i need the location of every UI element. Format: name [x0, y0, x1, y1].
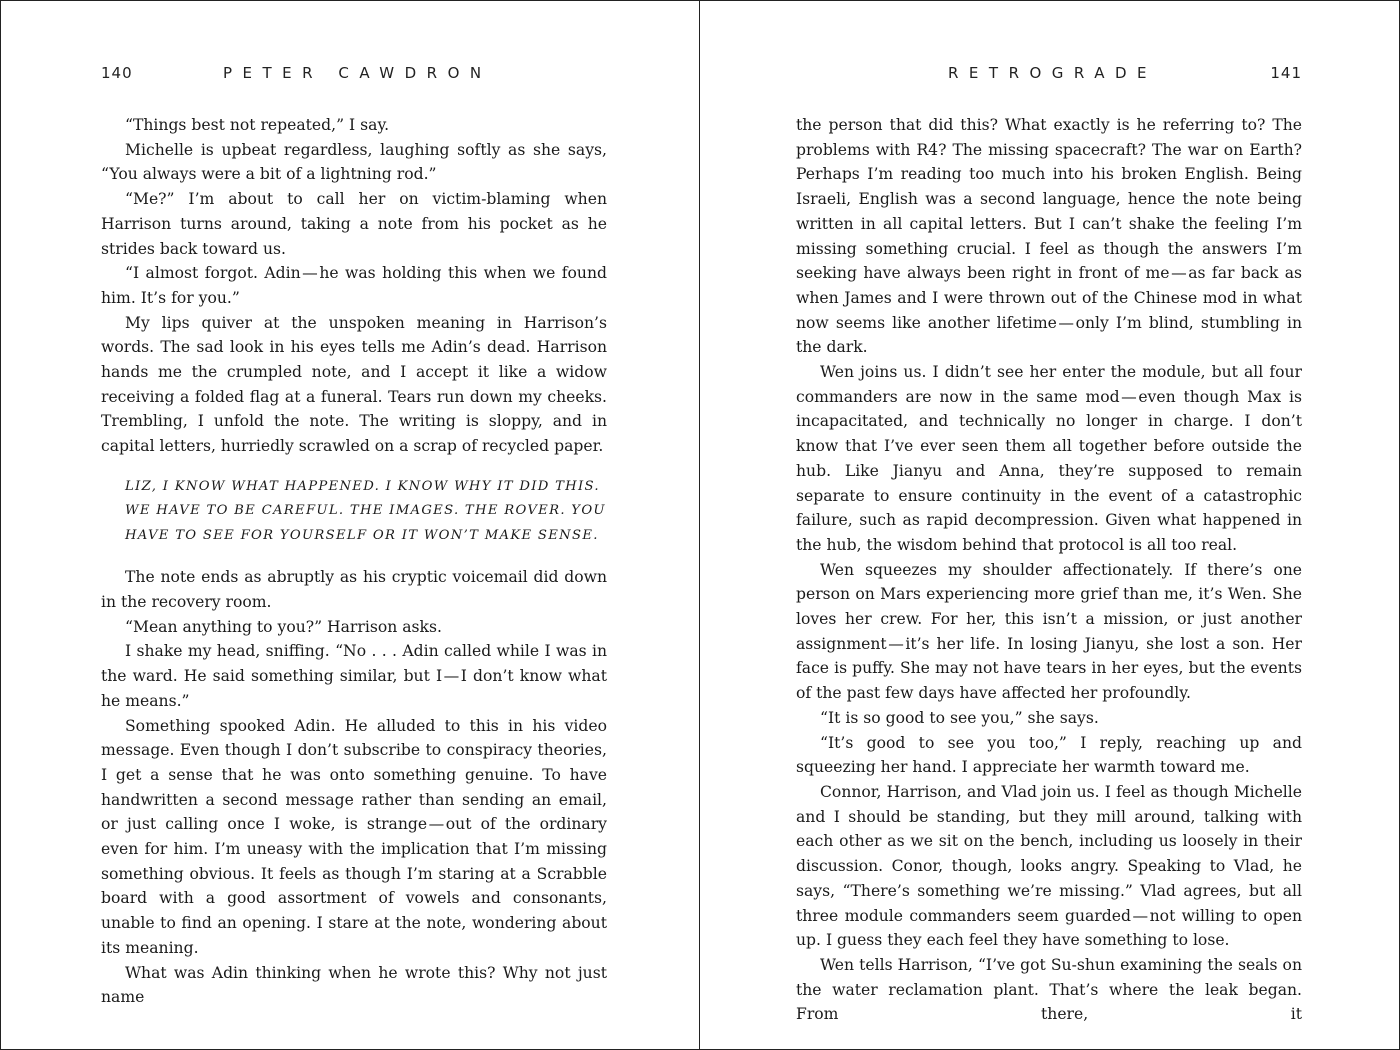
paragraph: Michelle is upbeat regardless, laughing softly as she says, “You always were a bit of a lightning rod.” [101, 140, 607, 184]
paragraph: “Things best not repeated,” I say. [125, 116, 390, 134]
right-page [700, 1, 1399, 1049]
left-page-header [101, 64, 607, 88]
paragraph: “It’s good to see you too,” I reply, reaching up and squeezing her hand. I appreciate her warmth toward me. [796, 733, 1302, 777]
page-number: 141 [1270, 64, 1302, 82]
running-head-title: RETROGRADE [948, 64, 1158, 82]
paragraph: Wen tells Harrison, “I’ve got Su-shun examining the seals on the water reclamation plant. That’s where the leak began. From there, it [796, 955, 1302, 1024]
paragraph: What was Adin thinking when he wrote this? Why not just name [101, 963, 607, 1007]
right-page-body [796, 113, 1302, 1027]
paragraph: “It is so good to see you,” she says. [820, 708, 1099, 727]
paragraph: Connor, Harrison, and Vlad join us. I feel as though Michelle and I should be standing, but they mill around, talking with each other as we sit on the bench, including us loosely in their discussion. Conor, though, looks angry. Speaking to Vlad, he says, “There’s something we’re missing.” Vlad agrees, but all three module commanders seem guarded — not willing to open up. I guess they each feel they have something to lose. [796, 782, 1302, 950]
paragraph: Something spooked Adin. He alluded to this in his video message. Even though I don’t subscribe to conspiracy theories, I get a sense that he was onto something genuine. To have handwritten a second message rather than sending an email, or just calling once I woke, is strange — out of the ordinary even for him. I’m uneasy with the implication that I’m missing something obvious. It feels as though I’m staring at a Scrabble board with a good assortment of vowels and consonants, unable to find an opening. I stare at the note, wondering about its meaning. [101, 716, 607, 957]
right-page-header [796, 64, 1302, 88]
paragraph: the person that did this? What exactly is he referring to? The problems with R4? The missing spacecraft? The war on Earth? Perhaps I’m reading too much into his broken English. Being Israeli, English was a second language, hence the note being written in all capital letters. But I can’t shake the feeling I’m missing something crucial. I feel as though the answers I’m seeking have always been right in front of me — as far back as when James and I were thrown out of the Chinese mod in what now seems like another lifetime — only I’m blind, stumbling in the dark. [796, 116, 1302, 357]
paragraph: “I almost forgot. Adin — he was holding this when we found him. It’s for you.” [101, 264, 607, 307]
paragraph: I shake my head, sniffing. “No . . . Adin called while I was in the ward. He said something similar, but I — I don’t know what he means.” [101, 642, 607, 710]
running-head-author: PETER CAWDRON [223, 64, 492, 82]
paragraph: “Me?” I’m about to call her on victim-blaming when Harrison turns around, taking a note from his pocket as he strides back toward us. [101, 190, 607, 258]
handwritten-note-text: LIZ, I KNOW WHAT HAPPENED. I KNOW WHY IT DID THIS. WE HAVE TO BE CAREFUL. THE IMAGES. THE ROVER. YOU HAVE TO SEE FOR YOURSELF OR IT WON’T MAKE SENSE. [125, 478, 606, 543]
paragraph: “Mean anything to you?” Harrison asks. [125, 617, 442, 636]
paragraph: Wen joins us. I didn’t see her enter the module, but all four commanders are now in the same mod — even though Max is incapacitated, and technically no longer in charge. I don’t know that I’ve ever seen them all together before outside the hub. Like Jianyu and Anna, they’re supposed to remain separate to ensure continuity in the event of a catastrophic failure, such as rapid decompression. Given what happened in the hub, the wisdom behind that protocol is all too real. [796, 363, 1302, 554]
left-page-body [101, 113, 607, 1010]
page-number: 140 [101, 64, 133, 82]
paragraph: The note ends as abruptly as his cryptic voicemail did down in the recovery room. [101, 568, 607, 612]
paragraph: Wen squeezes my shoulder affectionately. If there’s one person on Mars experiencing more grief than me, it’s Wen. She loves her crew. For her, this isn’t a mission, or just another assignment — it’s her life. In losing Jianyu, she lost a son. Her face is puffy. She may not have tears in her eyes, but the events of the past few days have affected her profoundly. [796, 560, 1302, 703]
paragraph: My lips quiver at the unspoken meaning in Harrison’s words. The sad look in his eyes tells me Adin’s dead. Harrison hands me the crumpled note, and I accept it like a widow receiving a folded flag at a funeral. Tears run down my cheeks. Trembling, I unfold the note. The writing is sloppy, and in capital letters, hurriedly scrawled on a scrap of recycled paper. [101, 313, 607, 456]
left-page [1, 1, 700, 1049]
